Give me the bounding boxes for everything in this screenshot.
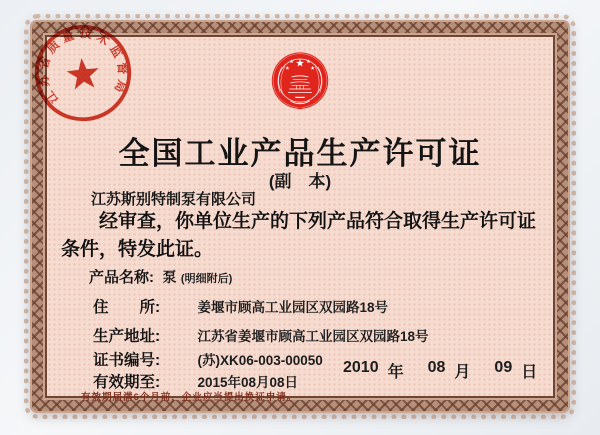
statement-line-2: 条件，特发此证。 (61, 239, 214, 260)
product-name-label: 产品名称: (89, 269, 154, 286)
production-address-label: 生产地址: (93, 328, 161, 345)
issue-date-day-unit: 日 (521, 364, 538, 381)
valid-until-label: 有效期至: (93, 374, 161, 391)
issue-date-month-unit: 月 (454, 364, 471, 381)
seal-text: 江苏省质量技术监督局 (35, 25, 131, 107)
seal-star-icon (65, 56, 100, 90)
production-address-value: 江苏省姜堰市顾高工业园区双园路18号 (197, 329, 429, 344)
address-value: 姜堰市顾高工业园区双园路18号 (197, 300, 388, 315)
product-name-note: (明细附后) (180, 273, 233, 285)
valid-until-value: 2015年08月08日 (197, 375, 299, 390)
renewal-footnote: 有效期届满6个月前，企业应当提出换证申请。 (81, 392, 298, 403)
product-name-value: 泵 (162, 269, 177, 285)
product-name-row (89, 266, 232, 287)
certificate-number-label: 证书编号: (93, 352, 161, 369)
issue-date (343, 359, 537, 382)
issue-date-month (428, 359, 471, 382)
issue-date-day (494, 359, 537, 382)
issue-date-year-unit: 年 (387, 364, 404, 381)
issue-date-month-number: 08 (427, 359, 446, 376)
certificate (30, 20, 570, 413)
certificate-number-value: (苏)XK06-003-00050 (197, 353, 323, 368)
certificate-subtitle: (副 本) (268, 172, 332, 191)
production-address-row (93, 324, 428, 346)
address-label: 住 所: (93, 299, 161, 316)
certificate-title: 全国工业产品生产许可证 (118, 136, 482, 171)
issue-date-year (343, 359, 404, 382)
statement-line-1: 经审查，你单位生产的下列产品符合取得生产许可证 (99, 211, 537, 232)
issue-date-year-number: 2010 (343, 359, 379, 376)
address-row (93, 295, 388, 317)
issue-date-day-number: 09 (494, 359, 513, 376)
statement-paragraph (61, 208, 547, 264)
certificate-number-row (93, 348, 323, 370)
company-name: 江苏斯别特制泵有限公司 (91, 191, 257, 208)
national-emblem-icon (270, 50, 330, 116)
official-seal-icon (25, 15, 141, 131)
